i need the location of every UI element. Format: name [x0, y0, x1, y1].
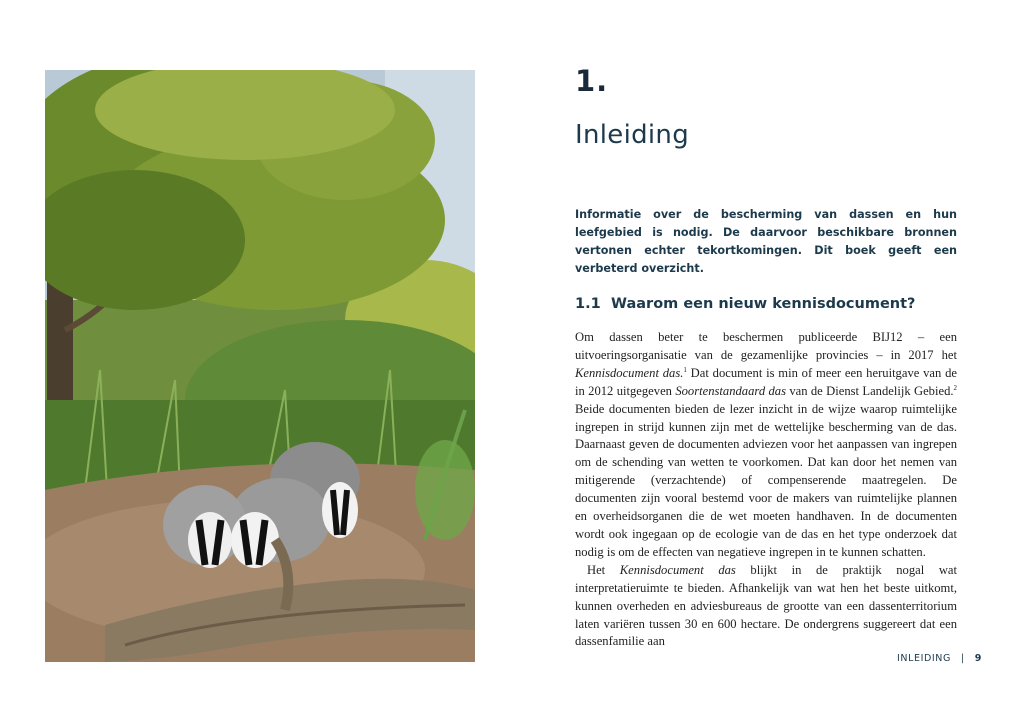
italic-title: Soortenstandaard das [675, 383, 786, 398]
text-run: Beide documenten bieden de lezer inzicht in de wijze waarop ruimtelijke ingrepen in strijd kunnen zijn met de wettelijke bescherming van de das. Daarnaast geven de documenten adviezen voor het aanpassen van ingrepen om de schending van wetten te voorkomen. Dat kan door het nemen van mitigerende (verzachtende) of compenserende maatregelen. De documenten zijn vooral bestemd voor de makers van ruimtelijke plannen en overheidsorganen die de wet moeten handhaven. In de documenten wordt ook ingegaan op de ecologie van de das en het type onderzoek dat nodig is om de effecten van negatieve ingrepen in te kunnen schatten. [575, 401, 957, 559]
chapter-number: 1. [575, 64, 609, 98]
text-run: blijkt in de praktijk nogal wat interpretatieruimte te bieden. Afhankelijk van wat hen het beste uitkomt, kunnen overheden en adviesbureaus de grootte van een dassenterritorium laten variëren tussen 30 en 600 hectare. De ondergrens suggereert dat een dassenfamilie aan [575, 562, 957, 649]
chapter-title: Inleiding [575, 120, 689, 150]
footnote-ref[interactable]: 1 [683, 365, 687, 374]
footnote-ref[interactable]: 2 [953, 383, 958, 392]
footer-separator: | [960, 653, 965, 664]
paragraph-1 [575, 329, 957, 562]
italic-title: Kennisdocument das [619, 562, 736, 577]
paragraph-2 [575, 562, 957, 652]
text-run: van de Dienst Landelijk Gebied. [785, 383, 954, 398]
chapter-intro: Informatie over de bescherming van dassen en hun leefgebied is nodig. De daarvoor beschikbare bronnen vertonen echter tekortkomingen. Dit boek geeft een verbeterd overzicht. [575, 208, 957, 275]
running-head: INLEIDING [896, 653, 951, 664]
text-run: Dat document is min of meer een heruitgave van de in 2012 uitgegeven [575, 365, 957, 398]
badger-photo [45, 70, 475, 662]
italic-title: Kennisdocument das. [575, 365, 684, 380]
section-number: 1.1 [575, 296, 601, 312]
text-run: Om dassen beter te beschermen publiceerde BIJ12 – een uitvoeringsorganisatie van de gezamenlijke provincies – in 2017 het [575, 330, 957, 362]
section-title: Waarom een nieuw kennisdocument? [611, 296, 916, 312]
page-number: 9 [974, 653, 982, 664]
body-text [575, 329, 957, 651]
badger-photo-icon [45, 70, 475, 662]
text-run: Het [587, 562, 620, 577]
section-heading [575, 296, 975, 312]
page-footer [870, 653, 982, 664]
